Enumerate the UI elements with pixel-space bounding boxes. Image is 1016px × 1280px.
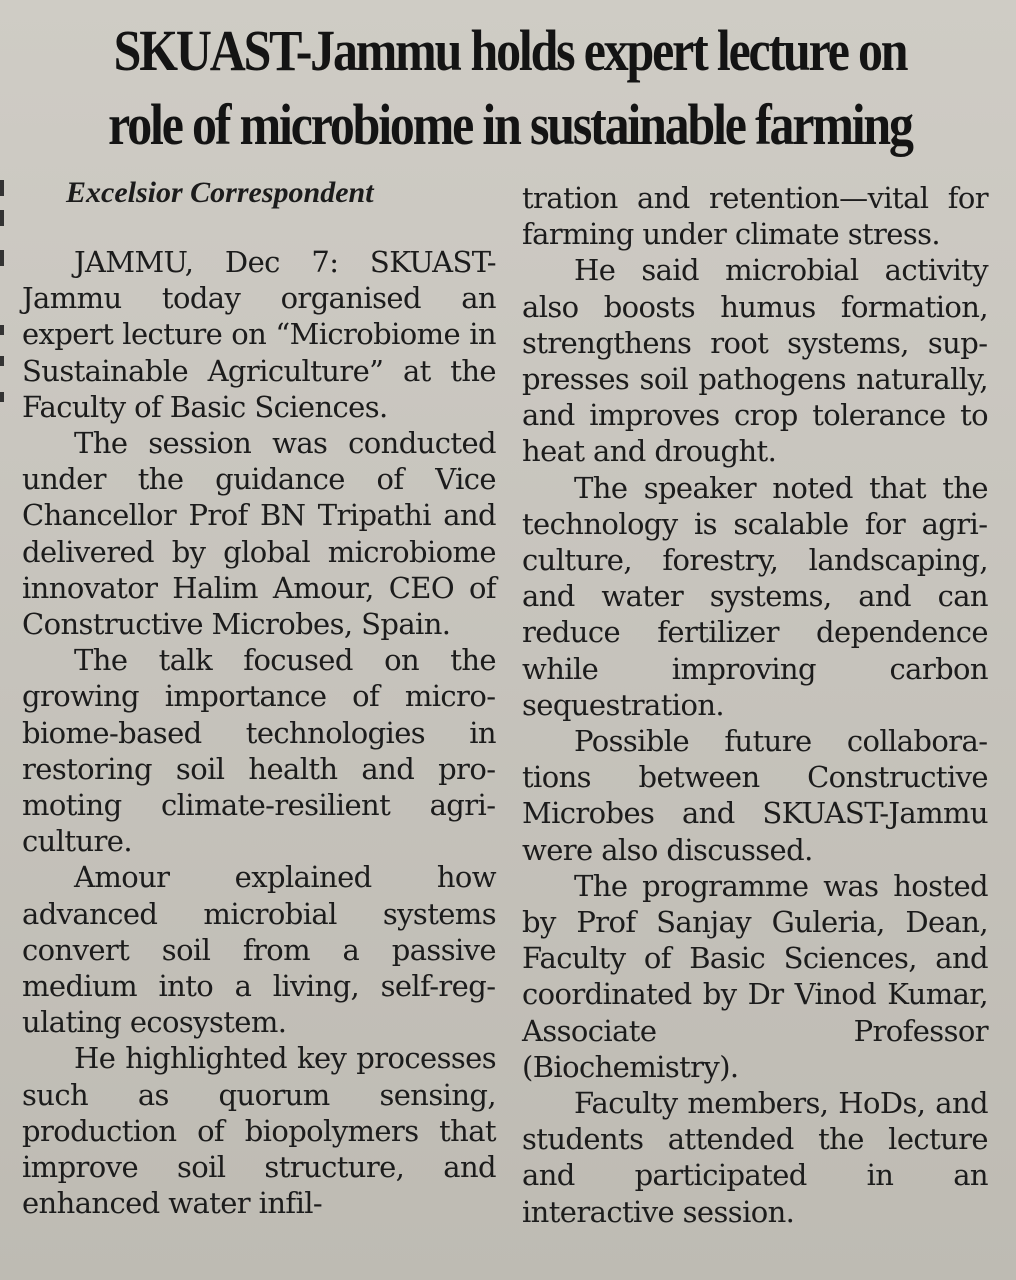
paragraph-scalability: The speaker noted that the technology is scalable for agriculture, forestry, landscaping, and water systems, and can reduce fertilizer dependence while improving carbon sequestration. bbox=[522, 470, 988, 722]
right-column bbox=[522, 180, 988, 1230]
paragraph-microbial-activity: He said microbial activity also boosts humus formation, strengthens root systems, suppresses soil pathogens naturally, and improves crop tolerance to heat and drought. bbox=[522, 253, 988, 469]
paragraph-key-processes: He highlighted key processes such as quorum sensing, production of biopolymers that improve soil structure, and enhanced water infil- bbox=[22, 1041, 496, 1221]
paragraph-session: The session was conducted under the guidance of Vice Chancellor Prof BN Tripathi and delivered by global microbiome innovator Halim Amour, CEO of Constructive Microbes, Spain. bbox=[22, 426, 496, 642]
left-column bbox=[22, 244, 496, 1221]
paragraph-continuation: tration and retention—vital for farming under climate stress. bbox=[522, 181, 988, 252]
headline-line-2: role of microbiome in sustainable farming bbox=[108, 92, 912, 157]
paragraph-amour-explained: Amour explained how advanced microbial systems convert soil from a passive medium into a living, self-regulating ecosystem. bbox=[22, 860, 496, 1040]
byline: Excelsior Correspondent bbox=[66, 176, 374, 209]
adjacent-column-edge bbox=[0, 180, 8, 420]
paragraph-attendance: Faculty members, HoDs, and students attended the lecture and participated in an interactive session. bbox=[522, 1086, 988, 1229]
headline-line-1: SKUAST-Jammu holds expert lecture on bbox=[113, 18, 907, 83]
paragraph-talk-focus: The talk focused on the growing importance of microbiome-based technologies in restoring soil health and promoting climate-resilient agriculture. bbox=[22, 643, 496, 859]
headline bbox=[106, 14, 914, 162]
paragraph-dateline: JAMMU, Dec 7: SKUAST-Jammu today organised an expert lecture on “Microbiome in Sustainable Agriculture” at the Faculty of Basic Sciences. bbox=[22, 245, 496, 424]
paragraph-collaborations: Possible future collaborations between Constructive Microbes and SKUAST-Jammu were also discussed. bbox=[522, 724, 988, 867]
paragraph-hosts: The programme was hosted by Prof Sanjay Guleria, Dean, Faculty of Basic Sciences, and coordinated by Dr Vinod Kumar, Associate Professor (Biochemistry). bbox=[522, 868, 988, 1084]
